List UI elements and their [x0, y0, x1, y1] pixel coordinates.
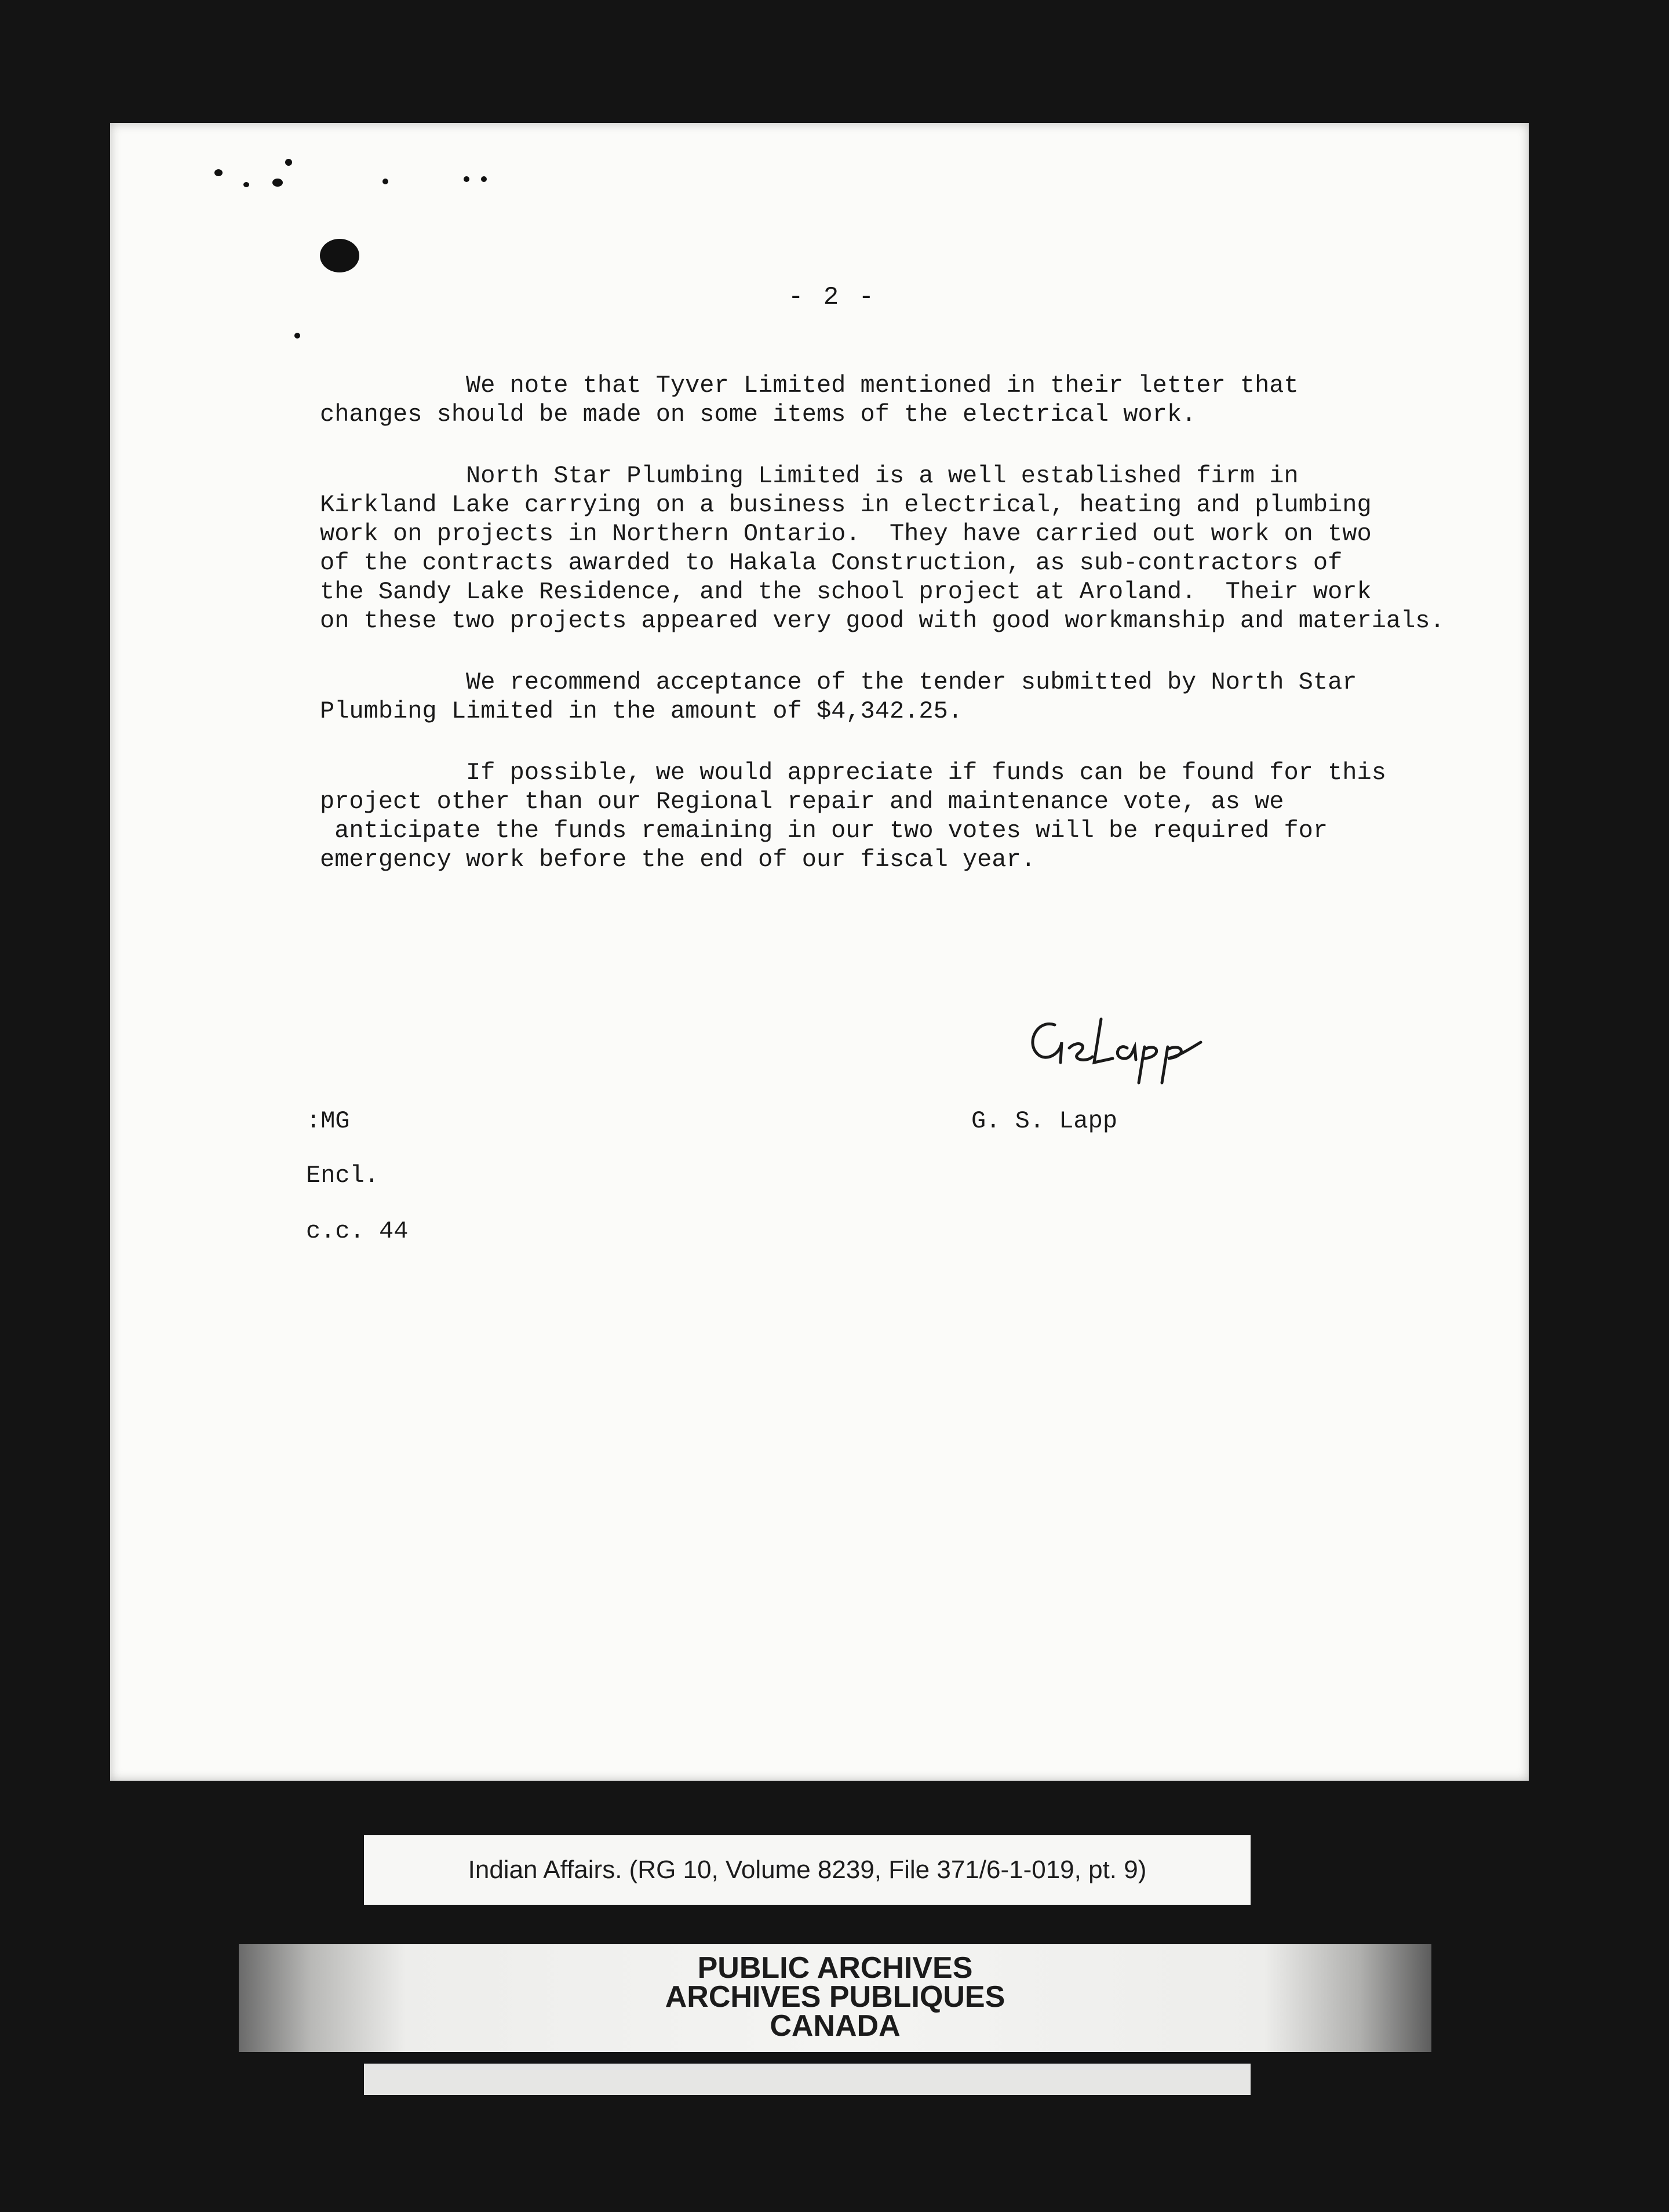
- carbon-copy-note: c.c. 44: [306, 1217, 409, 1245]
- ink-blot: [320, 239, 359, 272]
- ink-speck: [464, 176, 469, 182]
- handwritten-signature: [1020, 1007, 1205, 1089]
- text-line: emergency work before the end of our fiscal year.: [320, 846, 1036, 874]
- archive-reference: Indian Affairs. (RG 10, Volume 8239, File 371/6-1-019, pt. 9): [468, 1856, 1147, 1884]
- text-line: Kirkland Lake carrying on a business in electrical, heating and plumbing: [320, 491, 1372, 519]
- paragraph-contractor-background: [320, 461, 1479, 635]
- archive-stamp-label: [239, 1944, 1431, 2052]
- ink-speck: [272, 179, 283, 187]
- signature-graphic: [1020, 1007, 1205, 1089]
- stamp-line-french: ARCHIVES PUBLIQUES: [665, 1980, 1005, 2014]
- text-line: We note that Tyver Limited mentioned in their letter that: [320, 372, 1299, 399]
- page-number: - 2 -: [788, 283, 877, 312]
- text-line: the Sandy Lake Residence, and the school project at Aroland. Their work: [320, 578, 1372, 606]
- text-line: on these two projects appeared very good with good workmanship and materials.: [320, 607, 1445, 635]
- ink-speck: [214, 169, 223, 176]
- stamp-line-english: PUBLIC ARCHIVES: [697, 1951, 973, 1985]
- stamp-line-country: CANADA: [770, 2009, 901, 2043]
- archive-reference-label: [364, 1835, 1251, 1905]
- archive-stamp: [239, 1951, 1431, 2043]
- typist-initials: :MG: [306, 1107, 350, 1135]
- ink-speck: [285, 159, 292, 166]
- paragraph-recommendation: [320, 668, 1479, 726]
- ink-speck: [243, 182, 249, 187]
- ink-speck: [382, 179, 388, 184]
- text-line: work on projects in Northern Ontario. They have carried out work on two: [320, 520, 1372, 548]
- text-line: project other than our Regional repair and maintenance vote, as we: [320, 788, 1284, 816]
- text-line: Plumbing Limited in the amount of $4,342.25.: [320, 697, 963, 725]
- ink-speck: [294, 333, 300, 339]
- text-line: of the contracts awarded to Hakala Construction, as sub-contractors of: [320, 549, 1343, 577]
- enclosure-note: Encl.: [306, 1162, 380, 1189]
- text-line: anticipate the funds remaining in our two votes will be required for: [320, 817, 1328, 845]
- text-line: If possible, we would appreciate if funds can be found for this: [320, 759, 1386, 787]
- ink-speck: [481, 176, 487, 182]
- label-edge-strip: [364, 2064, 1251, 2095]
- letter-body: [320, 371, 1479, 907]
- paragraph-electrical-changes: [320, 371, 1479, 429]
- signer-name: G. S. Lapp: [971, 1107, 1118, 1135]
- text-line: We recommend acceptance of the tender submitted by North Star: [320, 668, 1357, 696]
- text-line: North Star Plumbing Limited is a well established firm in: [320, 462, 1299, 490]
- text-line: changes should be made on some items of the electrical work.: [320, 401, 1197, 428]
- paragraph-funding-request: [320, 758, 1479, 874]
